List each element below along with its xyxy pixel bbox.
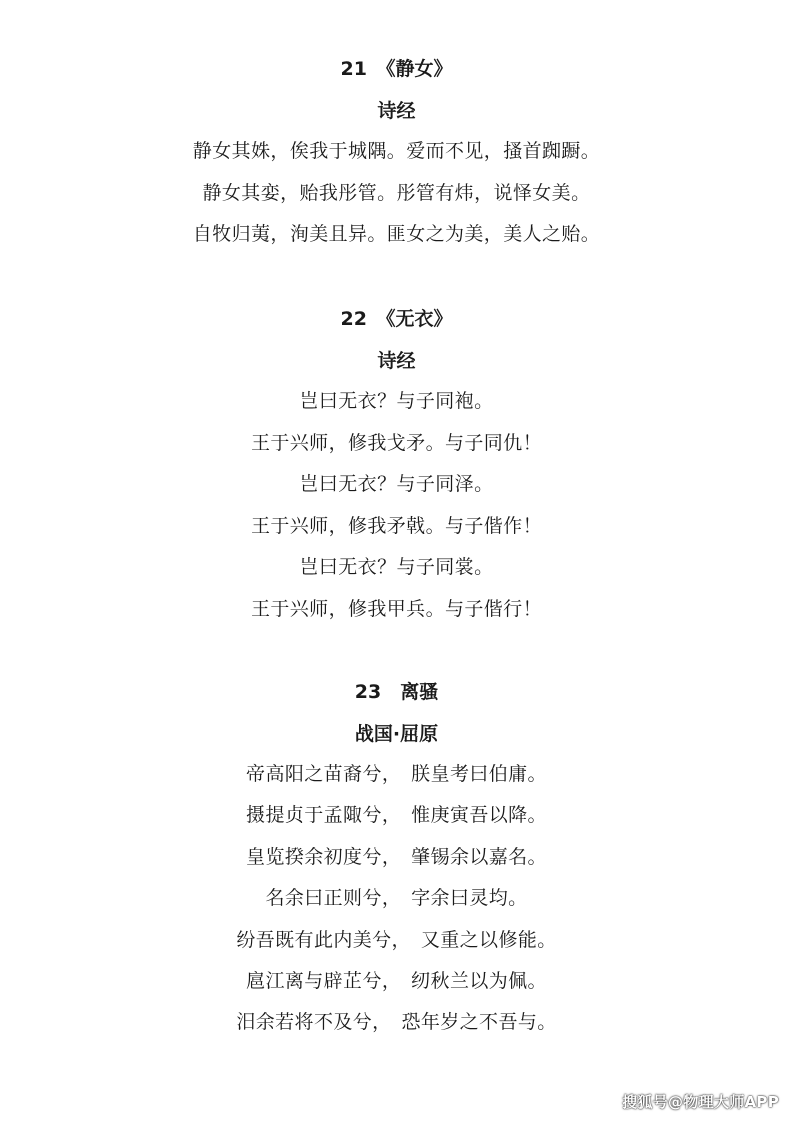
poem-line: 名余曰正则兮， 字余曰灵均。 [265,887,528,910]
poem-line: 摄提贞于孟陬兮， 惟庚寅吾以降。 [246,804,547,827]
poem-line: 皇览揆余初度兮， 肇锡余以嘉名。 [246,845,547,868]
poem-author: 诗经 [377,100,416,122]
poem-section [0,307,793,639]
poem-title: 22 《无衣》 [340,308,453,330]
poem-line: 静女其姝，俟我于城隅。爱而不见，搔首踟蹰。 [192,140,601,162]
poem-author: 战国·屈原 [354,723,439,745]
poem-line: 王于兴师，修我戈矛。与子同仇！ [250,431,542,454]
poem-line: 岂曰无衣？与子同袍。 [299,390,494,412]
poem-line: 静女其娈，贻我彤管。彤管有炜，说怿女美。 [202,181,591,204]
poem-lines [0,762,793,1034]
poem-lines [0,139,793,246]
poem-line: 纷吾既有此内美兮， 又重之以修能。 [236,928,557,951]
poem-line: 自牧归荑，洵美且异。匪女之为美，美人之贻。 [192,223,601,246]
poem-section [0,680,793,1052]
poem-line: 扈江离与辟芷兮， 纫秋兰以为佩。 [246,969,547,992]
poem-line: 王于兴师，修我矛戟。与子偕作！ [250,514,542,537]
poem-lines [0,389,793,621]
poem-line: 岂曰无衣？与子同泽。 [299,473,494,496]
poem-line: 帝高阳之苗裔兮， 朕皇考曰伯庸。 [246,763,547,785]
poem-line: 汨余若将不及兮， 恐年岁之不吾与。 [236,1011,557,1034]
poem-line: 王于兴师，修我甲兵。与子偕行！ [250,597,542,620]
poem-title: 21 《静女》 [340,58,453,80]
watermark: 搜狐号@物理大师APP [622,1093,779,1111]
poem-title: 23 离骚 [354,681,439,703]
poem-section [0,57,793,264]
poem-line: 岂曰无衣？与子同裳。 [299,556,494,579]
poem-author: 诗经 [377,350,416,372]
